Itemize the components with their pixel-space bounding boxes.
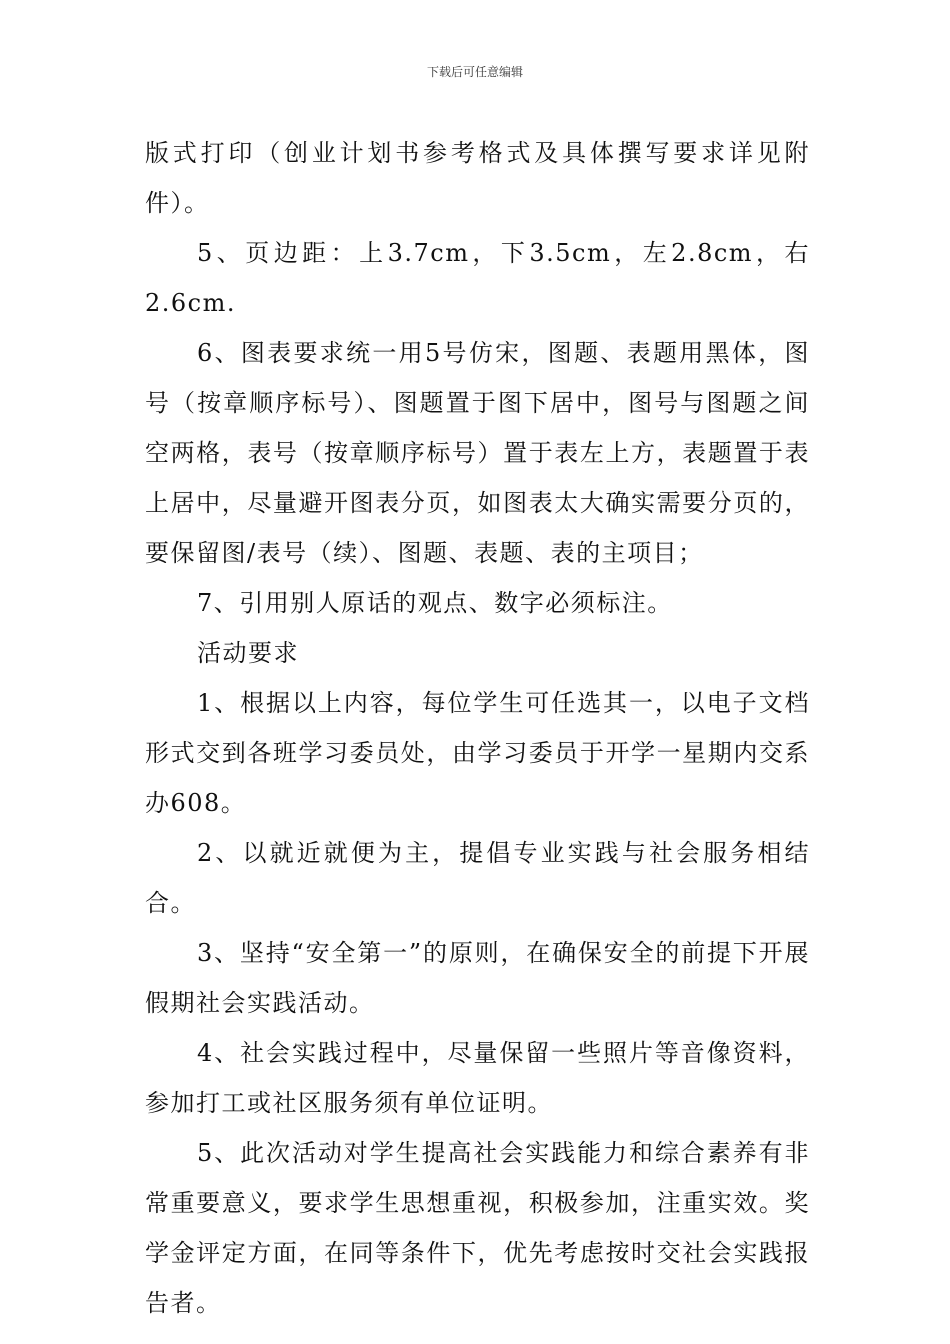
paragraph-margins: 5、页边距：上3.7cm，下3.5cm，左2.8cm，右2.6cm. <box>145 239 810 317</box>
page-header: 下载后可任意编辑 <box>426 65 523 79</box>
paragraph-requirement-2: 2、以就近就便为主，提倡专业实践与社会服务相结合。 <box>145 839 810 917</box>
document-body <box>145 128 810 1328</box>
paragraph-requirement-4: 4、社会实践过程中，尽量保留一些照片等音像资料，参加打工或社区服务须有单位证明。 <box>145 1039 810 1117</box>
paragraph-requirement-3: 3、坚持“安全第一”的原则，在确保安全的前提下开展假期社会实践活动。 <box>145 939 810 1017</box>
paragraph-requirement-5: 5、此次活动对学生提高社会实践能力和综合素养有非常重要意义，要求学生思想重视，积极参加，注重实效。奖学金评定方面，在同等条件下，优先考虑按时交社会实践报告者。 <box>145 1139 810 1317</box>
paragraph-chart-requirements: 6、图表要求统一用5号仿宋，图题、表题用黑体，图号（按章顺序标号）、图题置于图下居中，图号与图题之间空两格，表号（按章顺序标号）置于表左上方，表题置于表上居中，尽量避开图表分页，如图表太大确实需要分页的，要保留图/表号（续）、图题、表题、表的主项目； <box>145 339 810 567</box>
paragraph-continuation: 版式打印（创业计划书参考格式及具体撰写要求详见附件）。 <box>145 139 810 217</box>
paragraph-citation: 7、引用别人原话的观点、数字必须标注。 <box>197 589 673 617</box>
paragraph-requirement-1: 1、根据以上内容，每位学生可任选其一，以电子文档形式交到各班学习委员处，由学习委员于开学一星期内交系办608。 <box>145 689 810 817</box>
section-heading-activity-requirements: 活动要求 <box>197 639 299 667</box>
